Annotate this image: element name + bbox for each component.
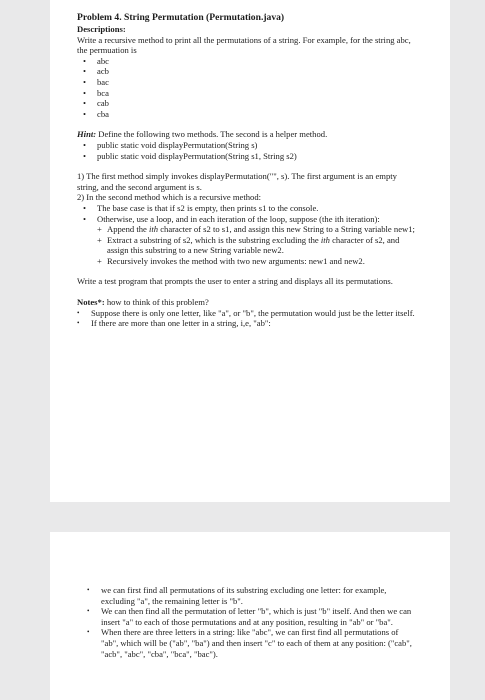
sub-step-list: [77, 224, 417, 266]
notes-list: [77, 308, 417, 329]
list-item: • Otherwise, use a loop, and in each iteration of the loop, suppose (the ith iteration):: [83, 214, 417, 225]
document-page-2: [50, 532, 450, 700]
problem-title: Problem 4. String Permutation (Permutation.java): [77, 12, 285, 23]
list-item: • cba: [83, 109, 417, 120]
list-item: • bac: [83, 77, 417, 88]
hint-label: Hint:: [77, 129, 97, 140]
list-item: • abc: [83, 56, 417, 67]
list-item: • We can then find all the permutation of letter "b", which is just "b" itself. And then we can insert "a" to each of those permutations and at any position, resulting in "ab" or "ba".: [87, 606, 417, 627]
test-program-text: Write a test program that prompts the user to enter a string and displays all its permutations.: [77, 276, 393, 287]
list-item: + Extract a substring of s2, which is the substring excluding the ith character of s2, and assign this substring to a new String variable new2.: [97, 235, 417, 256]
list-item: • acb: [83, 66, 417, 77]
list-item: • we can first find all permutations of its substring excluding one letter: for example, excluding "a", the remaining letter is "b".: [87, 585, 417, 606]
hint-text: Define the following two methods. The second is a helper method.: [96, 129, 328, 140]
notes-paragraph: [77, 297, 417, 308]
description-text: Write a recursive method to print all the permutations of a string. For example, for the string abc, the permuation is: [77, 34, 411, 56]
list-item: + Append the ith character of s2 to s1, and assign this new String to a String variable new1;: [97, 224, 417, 235]
step-1-text: 1) The first method simply invokes displayPermutation("", s). The first argument is an empty string, and the second argument is s.: [77, 171, 397, 192]
page-2-list: [87, 585, 417, 659]
list-item: • bca: [83, 88, 417, 99]
list-item: • The base case is that if s2 is empty, then prints s1 to the console.: [83, 203, 417, 214]
descriptions-heading: Descriptions:: [77, 24, 126, 34]
notes-text: how to think of this problem?: [104, 297, 209, 308]
permutation-list: [77, 56, 417, 120]
hint-paragraph: [77, 129, 417, 140]
document-page-1: [50, 0, 450, 502]
step-2-list: [77, 203, 417, 224]
hint-list: [77, 140, 417, 161]
page-2-content: [87, 585, 417, 659]
list-item: • public static void displayPermutation(String s): [83, 140, 417, 151]
page-1-content: [77, 12, 417, 329]
list-item: • Suppose there is only one letter, like "a", or "b", the permutation would just be the letter itself.: [77, 308, 417, 319]
step-2-text: 2) In the second method which is a recursive method:: [77, 192, 261, 203]
list-item: • public static void displayPermutation(String s1, String s2): [83, 151, 417, 162]
list-item: • When there are three letters in a string: like "abc", we can first find all permutations of "ab", which will be ("ab", "ba") and then insert "c" to each of them at any position: ("cab", "acb", "abc", "cba", "bca", "bac").: [87, 627, 417, 659]
list-item: • cab: [83, 98, 417, 109]
list-item: + Recursively invokes the method with two new arguments: new1 and new2.: [97, 256, 417, 267]
list-item: • If there are more than one letter in a string, i,e, "ab":: [77, 318, 417, 329]
notes-label: Notes*:: [77, 297, 105, 308]
